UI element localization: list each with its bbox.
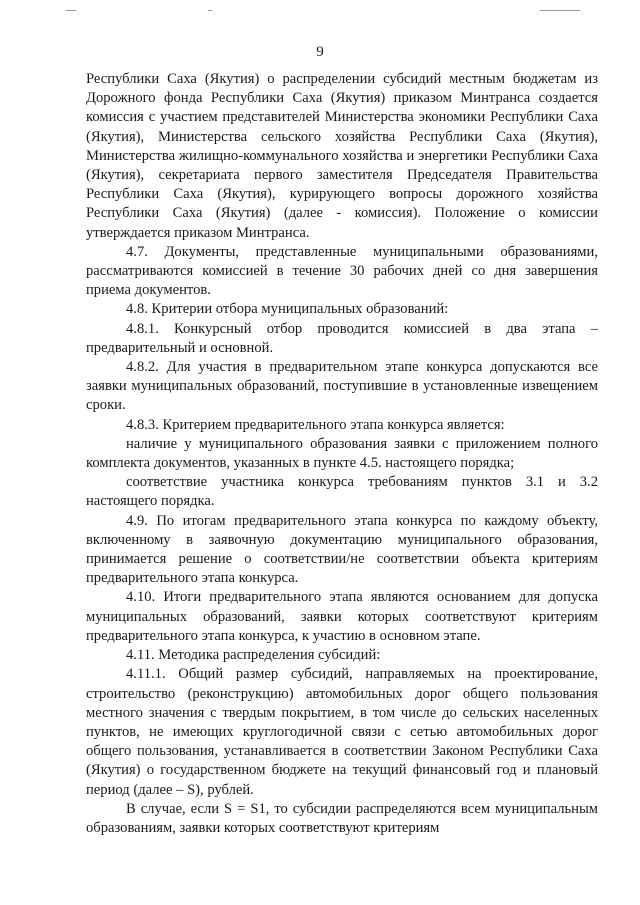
page-number: 9: [316, 44, 324, 60]
paragraph: 4.8.3. Критерием предварительного этапа конкурса является:: [126, 416, 505, 433]
paragraph: В случае, если S = S1, то субсидии распределяются всем муниципальным образованиям, заявки которых соответствуют критериям: [86, 800, 598, 836]
paragraph: 4.11.1. Общий размер субсидий, направляемых на проектирование, строительство (реконструкцию) автомобильных дорог общего пользования местного значения с твердым покрытием, в том числе до сельских населенных пунктов, не имеющих круглогодичной связи с сетью автомобильных дорог общего пользования, устанавливается в соответствии Законом Республики Саха (Якутия) о государственном бюджете на текущий финансовый год и плановый период (далее – S), рублей.: [86, 666, 598, 798]
paragraph: наличие у муниципального образования заявки с приложением полного комплекта документов, указанных в пункте 4.5. настоящего порядка;: [86, 435, 598, 472]
paragraph: 4.11. Методика распределения субсидий:: [126, 647, 381, 664]
scan-artifact: [208, 10, 212, 11]
paragraph: 4.8.1. Конкурсный отбор проводится комиссией в два этапа – предварительный и основной.: [86, 320, 598, 356]
paragraph: 4.7. Документы, представленные муниципальными образованиями, рассматриваются комиссией в течение 30 рабочих дней со дня завершения приема документов.: [86, 243, 598, 299]
scan-artifact: [540, 10, 580, 11]
paragraph: 4.10. Итоги предварительного этапа являются основанием для допуска муниципальных образований, заявки которых соответствуют критериям предварительного этапа конкурса, к участию в основном этапе.: [86, 589, 598, 644]
paragraph: соответствие участника конкурса требованиям пунктов 3.1 и 3.2 настоящего порядка.: [86, 474, 598, 510]
paragraph: 4.8.2. Для участия в предварительном этапе конкурса допускаются все заявки муниципальных образований, поступившие в установленные извещением сроки.: [86, 359, 598, 414]
document-body: [86, 70, 598, 838]
paragraph: 4.9. По итогам предварительного этапа конкурса по каждому объекту, включенному в заявочную документацию муниципального образования, принимается решение о соответствии/не соответствии объекта критериям предварительного этапа конкурса.: [86, 512, 598, 587]
scan-artifact: [66, 10, 76, 11]
paragraph: Республики Саха (Якутия) о распределении субсидий местным бюджетам из Дорожного фонда Республики Саха (Якутия) приказом Минтранса создается комиссия с участием представителей Министерства экономики Республики Саха (Якутия), Министерства сельского хозяйства Республики Саха (Якутия), Министерства жилищно-коммунального хозяйства и энергетики Республики Саха (Якутия), секретариата первого заместителя Председателя Правительства Республики Саха (Якутия), курирующего вопросы дорожного хозяйства Республики Саха (Якутия) (далее - комиссия). Положение о комиссии утверждается приказом Минтранса.: [86, 71, 598, 241]
paragraph: 4.8. Критерии отбора муниципальных образований:: [126, 301, 449, 318]
